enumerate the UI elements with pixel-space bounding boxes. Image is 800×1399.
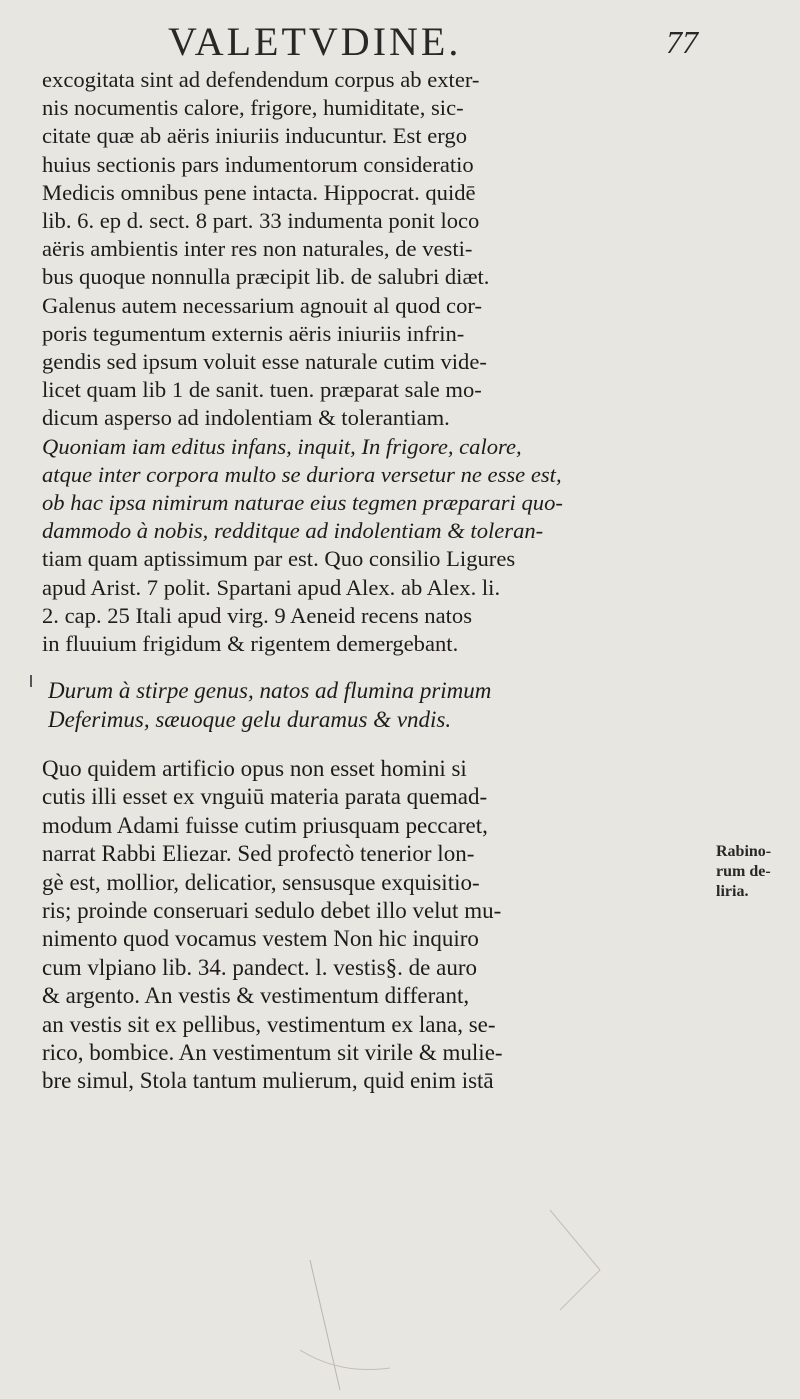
quotation-line: dammodo à nobis, redditque ad indolentiam & toleran- [42, 518, 544, 544]
text-line: modum Adami fuisse cutim priusquam peccaret, [42, 812, 488, 838]
text-line: nis nocumentis calore, frigore, humiditate, sic- [42, 95, 464, 121]
running-head: VALETVDINE. [168, 19, 462, 64]
text-line: nimento quod vocamus vestem Non hic inquiro [42, 926, 479, 952]
text-line: poris tegumentum externis aëris iniuriis infrin- [42, 320, 465, 346]
verse-line: Deferimus, sæuoque gelu duramus & vndis. [48, 707, 452, 732]
text-line: tiam quam aptissimum par est. Quo consilio Ligures [42, 546, 516, 572]
marginal-note-line: Rabino- [716, 843, 772, 860]
marginal-note-line: rum de- [716, 863, 771, 880]
text-line: 2. cap. 25 Itali apud virg. 9 Aeneid recens natos [42, 602, 472, 628]
text-line: lib. 6. ep d. sect. 8 part. 33 indumenta ponit loco [42, 208, 480, 234]
text-line: apud Arist. 7 polit. Spartani apud Alex. ab Alex. li. [42, 574, 501, 600]
text-line: rico, bombice. An vestimentum sit virile & mulie- [42, 1040, 503, 1066]
text-line: cum vlpiano lib. 34. pandect. l. vestis§. de auro [42, 954, 477, 980]
text-line: bre simul, Stola tantum mulierum, quid enim istā [42, 1068, 494, 1094]
text-line: dicum asperso ad indolentiam & tolerantiam. [42, 405, 450, 431]
text-line: gendis sed ipsum voluit esse naturale cutim vide- [42, 349, 487, 375]
quotation-line: Quoniam iam editus infans, inquit, In frigore, calore, [42, 433, 522, 459]
marginal-note [716, 842, 796, 902]
text-line: ris; proinde conseruari sedulo debet illo velut mu- [42, 898, 502, 924]
text-line: narrat Rabbi Eliezar. Sed profectò tenerior lon- [42, 841, 475, 867]
text-line: in fluuium frigidum & rigentem demergebant. [42, 631, 459, 657]
text-line: bus quoque nonnulla præcipit lib. de salubri diæt. [42, 264, 490, 290]
text-line: huius sectionis pars indumentorum consideratio [42, 151, 474, 177]
show-through-marks [300, 1200, 620, 1390]
page-number: 77 [666, 24, 698, 60]
text-line: an vestis sit ex pellibus, vestimentum ex lana, se- [42, 1011, 496, 1037]
text-line: & argento. An vestis & vestimentum differant, [42, 983, 470, 1009]
paragraph-1 [42, 66, 714, 658]
text-line: Quo quidem artificio opus non esset homini si [42, 756, 467, 781]
verse-quotation [48, 676, 708, 734]
text-line: gè est, mollior, delicatior, sensusque exquisitio- [42, 869, 480, 895]
quotation-line: ob hac ipsa nimirum naturae eius tegmen præparari quo- [42, 490, 563, 516]
paragraph-2 [42, 755, 714, 1096]
text-line: cutis illi esset ex vnguiū materia parata quemad- [42, 784, 488, 810]
quotation-line: atque inter corpora multo se duriora versetur ne esse est, [42, 461, 562, 487]
text-line: Medicis omnibus pene intacta. Hippocrat. quidē [42, 179, 476, 205]
text-line: licet quam lib 1 de sanit. tuen. præparat sale mo- [42, 377, 482, 403]
text-line: Galenus autem necessarium agnouit al quod cor- [42, 292, 482, 318]
text-line: citate quæ ab aëris iniuriis inducuntur. Est ergo [42, 123, 468, 149]
verse-line: Durum à stirpe genus, natos ad flumina primum [48, 678, 492, 703]
text-line: aëris ambientis inter res non naturales, de vesti- [42, 236, 473, 262]
page-header [168, 14, 728, 74]
print-mark [30, 675, 38, 687]
text-line: excogitata sint ad defendendum corpus ab exter- [42, 67, 480, 92]
marginal-note-line: liria. [716, 883, 749, 900]
